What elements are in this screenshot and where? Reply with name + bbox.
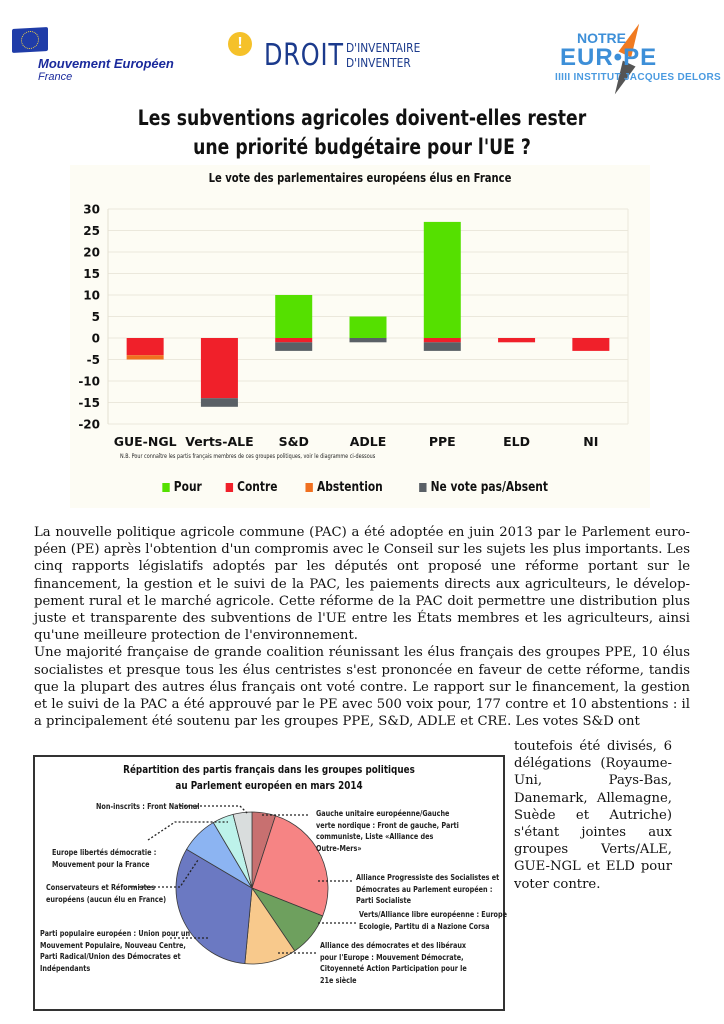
pie-label-line: européens (aucun élu en France) bbox=[46, 893, 167, 904]
pie-label-line: 21e siècle bbox=[320, 974, 357, 985]
y-tick-label: 25 bbox=[83, 224, 100, 238]
legend-label: Pour bbox=[173, 480, 202, 495]
paragraph-1: La nouvelle politique agricole commune (PAC) a été adoptée en juin 2013 par le Parlement euro-péen (PE) après l'obtention d'un compromis avec le Conseil sur les sujets les plus importants. Les cinq rapports législatifs adoptés par les députés ont proposé une réforme portant sur le financement, la gestion et le suivi de la PAC, les paiements directs aux agriculteurs, le dévelop-pement rural et le marché agricole. Cette réforme de la PAC doit permettre une distribution plus juste et transparente des subventions de l'UE entre les États membres et les agriculteurs, ainsi qu'une meilleure protection de l'environnement. bbox=[34, 525, 690, 644]
pie-label-line: Europe libertés démocratie : bbox=[52, 847, 157, 857]
page-title-line2: une priorité budgétaire pour l'UE ? bbox=[193, 135, 531, 159]
pie-label-line: Parti Socialiste bbox=[356, 895, 412, 905]
pie-label-line: Alliance des démocrates et des libéraux bbox=[320, 940, 467, 950]
legend-label: Contre bbox=[236, 480, 278, 495]
y-tick-label: 10 bbox=[83, 288, 100, 303]
pie-label-line: Gauche unitaire européenne/Gauche bbox=[316, 808, 450, 818]
pie-label-line: verte nordique : Front de gauche, Parti bbox=[316, 819, 459, 830]
pie-label-line: Ecologie, Partitu di a Nazione Corsa bbox=[359, 920, 490, 931]
x-tick-label: PPE bbox=[428, 434, 456, 449]
exclamation-bubble-icon: ! bbox=[228, 32, 252, 56]
pie-label-line: Démocrates au Parlement européen : bbox=[356, 883, 493, 894]
pie-label-verts bbox=[359, 909, 507, 932]
y-tick-label: 30 bbox=[83, 202, 100, 217]
legend-label: Abstention bbox=[316, 480, 383, 495]
paragraph-2: Une majorité française de grande coalition réunissant les élus français des groupes PPE, 10 élus socialistes et presque tous les élus centristes s'est prononcée en faveur de cette réforme, tandis que la plupart des autres élus français ont voté contre. Le rapport sur le financement, la gestion et le suivi de la PAC a été approuvé par le PE avec 500 voix pour, 177 contre et 10 abstentions : il a principalement été soutenu par les groupes PPE, S&D, ADLE et CRE. Les votes S&D ont bbox=[34, 645, 690, 730]
pie-label-line: Parti populaire européen : Union pour un bbox=[40, 928, 191, 938]
x-tick-label: GUE-NGL bbox=[113, 434, 177, 449]
pie-label-cre bbox=[46, 882, 166, 905]
pie-title-line2: au Parlement européen en mars 2014 bbox=[175, 779, 363, 792]
x-tick-label: Verts-ALE bbox=[185, 434, 254, 449]
x-tick-label: ELD bbox=[503, 434, 531, 449]
logo-ne-institut: IIIII INSTITUT JACQUES DELORS bbox=[555, 72, 721, 83]
y-tick-label: -15 bbox=[78, 396, 100, 410]
pie-label-line: Alliance Progressiste des Socialistes et bbox=[356, 872, 500, 882]
legend-label: Ne vote pas/Absent bbox=[430, 480, 549, 495]
pie-label-eld bbox=[52, 847, 156, 870]
x-tick-label: S&D bbox=[278, 434, 309, 449]
pie-label-line: Conservateurs et Réformistes bbox=[46, 882, 155, 892]
y-tick-label: -5 bbox=[86, 353, 100, 367]
x-tick-label: NI bbox=[583, 434, 599, 449]
side-text: toutefois été divisés, 6 délégations (Royaume-Uni, Pays-Bas, Danemark, Allemagne, Suède et Autriche) s'étant jointes aux groupes Verts/ALE, GUE-NGL et ELD pour voter contre. bbox=[514, 739, 672, 892]
x-tick-label: ADLE bbox=[349, 434, 387, 449]
chart-note: N.B. Pour connaître les partis français membres de ces groupes politiques, voir le diagramme ci-dessous bbox=[120, 452, 376, 460]
y-tick-label: 5 bbox=[91, 310, 100, 324]
page-title-line1: Les subventions agricoles doivent-elles rester bbox=[137, 106, 587, 130]
pie-label-gue bbox=[316, 808, 459, 854]
pie-label-line: Parti Radical/Union des Démocrates et bbox=[40, 951, 181, 961]
pie-label-line: Non-inscrits : Front National bbox=[96, 801, 200, 811]
pie-title-line1: Répartition des partis français dans les groupes politiques bbox=[123, 763, 415, 776]
pie-label-ni bbox=[96, 801, 199, 813]
logo-ne-europe: EUR•PE bbox=[560, 44, 658, 71]
pie-label-sd bbox=[356, 872, 499, 907]
logo-droit-small2: D'INVENTER bbox=[346, 55, 411, 70]
pie-label-line: pour l'Europe : Mouvement Démocrate, bbox=[320, 951, 464, 962]
pie-label-ppe bbox=[40, 928, 190, 974]
y-tick-label: -10 bbox=[78, 374, 100, 389]
pie-label-line: communiste, Liste «Alliance des bbox=[316, 831, 434, 841]
y-tick-label: 15 bbox=[83, 267, 100, 281]
pie-label-line: Citoyenneté Action Participation pour le bbox=[320, 963, 467, 973]
pie-label-line: Mouvement pour la France bbox=[52, 858, 150, 869]
logo-me-line1: Mouvement Européen bbox=[38, 56, 174, 71]
pie-label-adle bbox=[320, 940, 467, 986]
logo-me-line2: France bbox=[38, 71, 73, 83]
chart-title: Le vote des parlementaires européens élus en France bbox=[208, 170, 512, 185]
y-tick-label: 20 bbox=[83, 245, 100, 260]
y-tick-label: 0 bbox=[91, 331, 100, 346]
logo-ne-notre: NOTRE bbox=[577, 30, 626, 46]
pie-label-line: Outre-Mers» bbox=[316, 842, 362, 853]
logo-droit-big: DROIT bbox=[264, 38, 344, 73]
pie-label-line: Mouvement Populaire, Nouveau Centre, bbox=[40, 939, 186, 950]
pie-label-line: Verts/Alliance libre européenne : Europe bbox=[359, 909, 507, 919]
y-tick-label: -20 bbox=[78, 417, 100, 432]
pie-label-line: Indépendants bbox=[40, 962, 91, 973]
logo-droit-small1: D'INVENTAIRE bbox=[346, 40, 421, 55]
